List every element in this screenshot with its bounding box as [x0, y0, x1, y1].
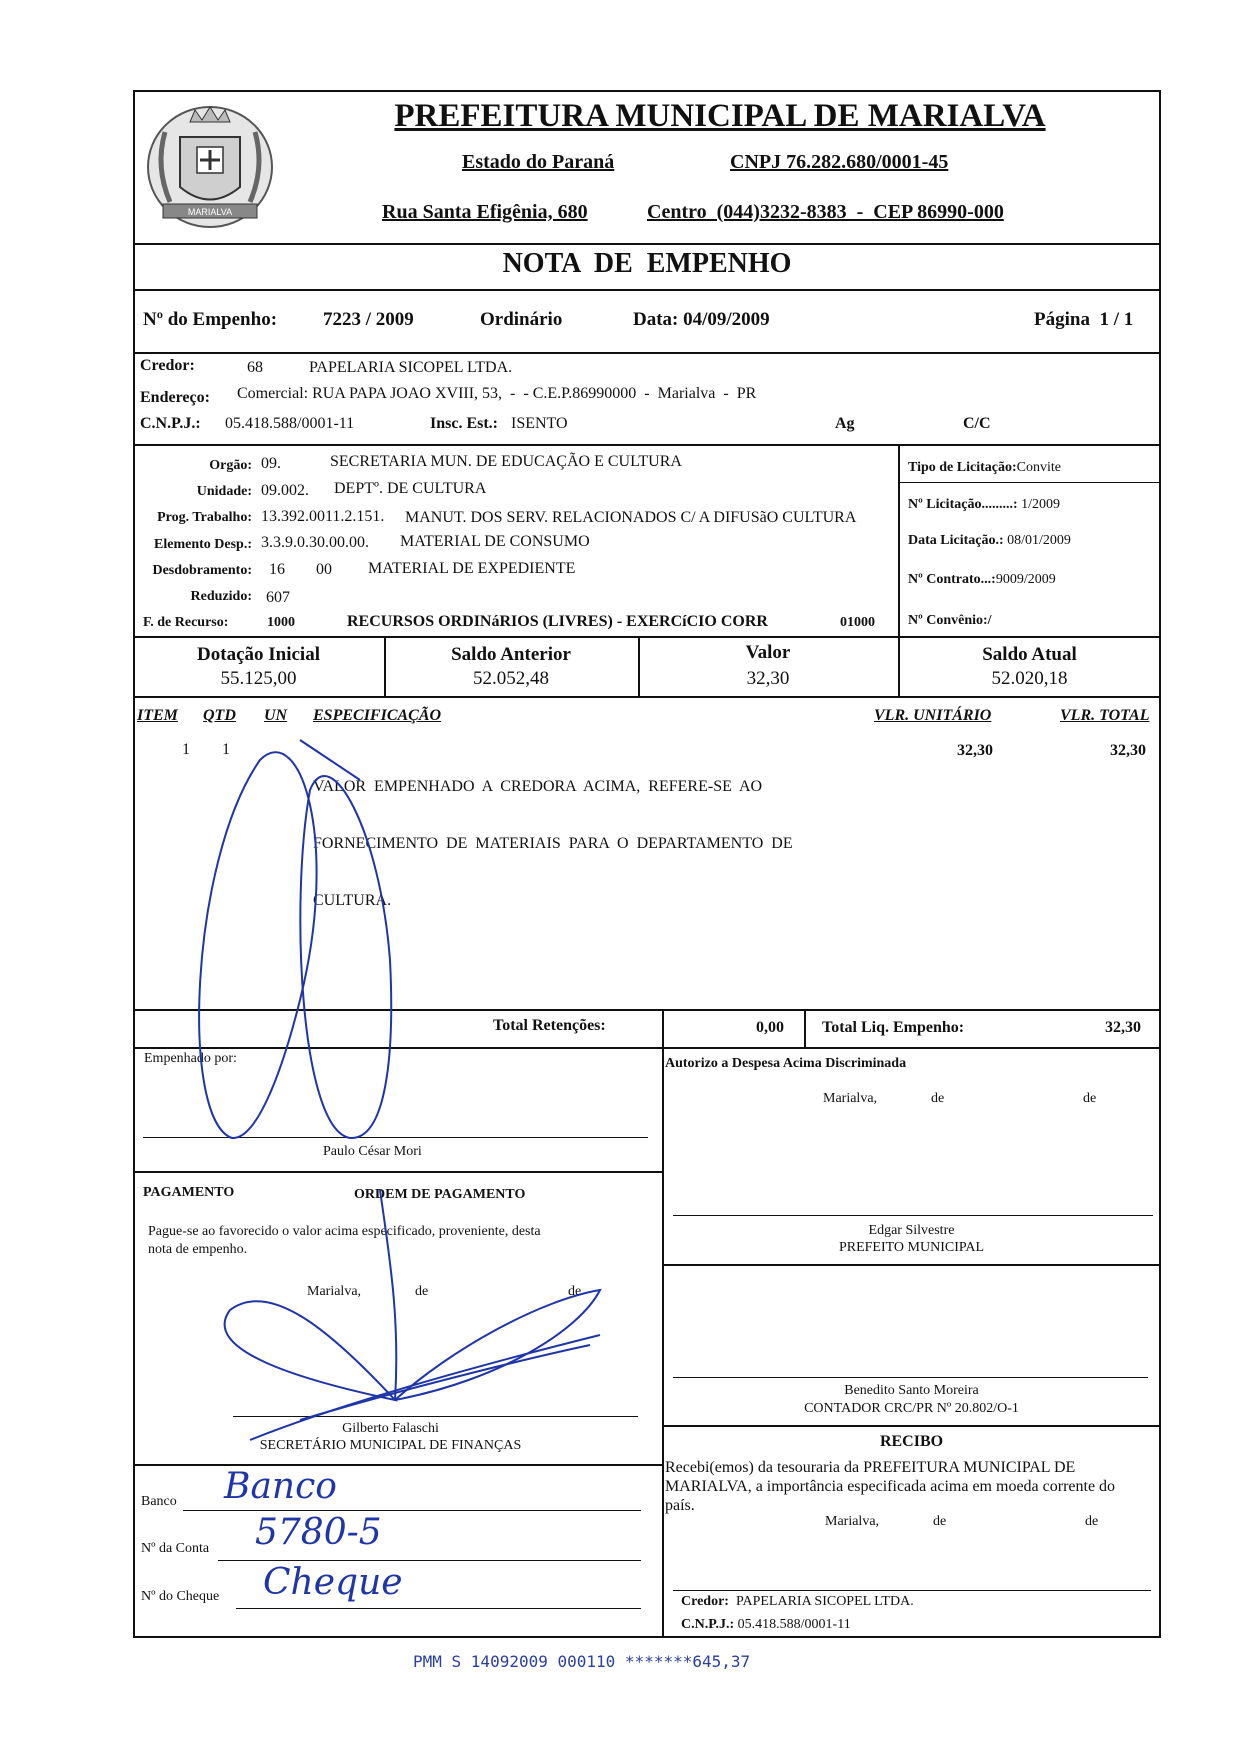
cnpj-label: C.N.P.J.:	[140, 415, 201, 432]
fonte-code: 1000	[267, 615, 295, 630]
column-header-especificacao: ESPECIFICAÇÃO	[313, 707, 442, 724]
item-unit-value: 32,30	[957, 742, 993, 759]
saldo-atual-value: 52.020,18	[991, 668, 1068, 689]
prog-code: 13.392.0011.2.151.	[261, 508, 385, 525]
desdobramento-code: 16	[269, 561, 285, 578]
bank-stamp: PMM S 14092009 000110 *******645,37	[413, 1652, 751, 1671]
banco-handwritten: Banco	[224, 1466, 337, 1507]
retencoes-value: 0,00	[756, 1019, 784, 1036]
column-header-qtd: QTD	[203, 707, 236, 724]
prog-label: Prog. Trabalho:	[157, 510, 252, 525]
cheque-line	[236, 1608, 641, 1609]
unidade-label: Unidade:	[196, 484, 252, 499]
divider	[898, 482, 1161, 483]
header-address-street: Rua Santa Efigênia, 680	[382, 201, 588, 223]
dotacao-value: 55.125,00	[220, 668, 297, 689]
svg-text:MARIALVA: MARIALVA	[187, 207, 233, 217]
empenhado-name: Paulo César Mori	[323, 1144, 422, 1159]
orgao-label: Orgão:	[209, 458, 252, 473]
desdobramento-label: Desdobramento:	[152, 563, 252, 578]
empenho-type: Ordinário	[480, 309, 563, 330]
data-licitacao: Data Licitação.: 08/01/2009	[908, 533, 1071, 548]
divider-vertical	[898, 444, 900, 636]
cc-label: C/C	[963, 415, 991, 432]
prefeito-role: PREFEITO MUNICIPAL	[838, 1240, 985, 1255]
numero-convenio: Nº Convênio:/	[908, 613, 992, 628]
recibo-de-1: de	[933, 1514, 947, 1529]
empenho-number: 7223 / 2009	[323, 309, 414, 330]
pagamento-text: Pague-se ao favorecido o valor acima especificado, proveniente, desta nota de empenho.	[148, 1224, 541, 1257]
signature-line	[233, 1416, 638, 1417]
elemento-name: MATERIAL DE CONSUMO	[400, 533, 590, 550]
ordem-pagamento: ORDEM DE PAGAMENTO	[354, 1187, 526, 1202]
divider	[133, 444, 1161, 446]
column-header-vlr-total: VLR. TOTAL	[1060, 707, 1150, 724]
ag-label: Ag	[835, 415, 855, 432]
autorizo-de-1: de	[931, 1091, 945, 1106]
divider-vertical	[662, 1009, 664, 1047]
saldo-anterior-value: 52.052,48	[473, 668, 549, 689]
column-header-un: UN	[264, 707, 288, 724]
header-title: PREFEITURA MUNICIPAL DE MARIALVA	[394, 98, 1046, 134]
empenho-date: Data: 04/09/2009	[633, 309, 770, 330]
orgao-code: 09.	[261, 455, 281, 472]
recibo-cnpj: C.N.P.J.: 05.418.588/0001-11	[681, 1617, 851, 1632]
recibo-title: RECIBO	[879, 1433, 944, 1450]
divider	[662, 1425, 1161, 1427]
item-qtd: 1	[222, 741, 230, 758]
recibo-credor: Credor: PAPELARIA SICOPEL LTDA.	[681, 1594, 914, 1609]
divider	[133, 1171, 662, 1173]
column-header-vlr-unitario: VLR. UNITÁRIO	[874, 707, 992, 724]
item-total-value: 32,30	[1110, 742, 1146, 759]
divider	[133, 352, 1161, 354]
divider	[133, 243, 1161, 245]
reduzido-value: 607	[266, 589, 290, 606]
prog-name: MANUT. DOS SERV. RELACIONADOS C/ A DIFUSãO CULTURA	[405, 509, 857, 526]
saldo-atual-label: Saldo Atual	[982, 644, 1077, 665]
secretario-name: Gilberto Falaschi	[342, 1421, 439, 1436]
retencoes-label: Total Retenções:	[493, 1017, 606, 1034]
empenho-page: Página 1 / 1	[1034, 309, 1134, 330]
valor-value: 32,30	[746, 668, 790, 689]
header-state: Estado do Paraná	[462, 151, 615, 173]
municipal-seal	[135, 92, 285, 242]
unidade-code: 09.002.	[261, 482, 309, 499]
banco-label: Banco	[141, 1494, 177, 1509]
banco-line	[183, 1510, 641, 1511]
credor-name: PAPELARIA SICOPEL LTDA.	[309, 359, 513, 376]
signature-line	[673, 1590, 1151, 1591]
saldo-anterior-label: Saldo Anterior	[451, 644, 571, 665]
unidade-name: DEPTº. DE CULTURA	[334, 480, 487, 497]
item-specification: VALOR EMPENHADO A CREDORA ACIMA, REFERE-SE AO FORNECIMENTO DE MATERIAIS PARA O DEPARTAMENTO DE CULTURA.	[313, 778, 793, 909]
cheque-label: Nº do Cheque	[141, 1589, 220, 1604]
fonte-sub: 01000	[840, 615, 875, 630]
pagamento-label: PAGAMENTO	[143, 1185, 235, 1200]
reduzido-label: Reduzido:	[190, 589, 252, 604]
column-header-item: ITEM	[137, 707, 178, 724]
autorizo-title: Autorizo a Despesa Acima Discriminada	[665, 1056, 907, 1071]
conta-label: Nº da Conta	[141, 1541, 210, 1556]
fonte-name: RECURSOS ORDINáRIOS (LIVRES) - EXERCíCIO CORR	[347, 613, 768, 630]
empenhado-label: Empenhado por:	[144, 1051, 237, 1066]
valor-label: Valor	[745, 642, 791, 663]
address-label: Endereço:	[140, 389, 210, 406]
doc-title: NOTA DE EMPENHO	[502, 248, 792, 279]
autorizo-de-2: de	[1083, 1091, 1097, 1106]
signature-line	[673, 1215, 1153, 1216]
recibo-text: Recebi(emos) da tesouraria da PREFEITURA MUNICIPAL DE MARIALVA, a importância especificada acima em moeda corrente do país.	[665, 1459, 1116, 1514]
credor-address: Comercial: RUA PAPA JOAO XVIII, 53, - - C.E.P.86990000 - Marialva - PR	[237, 385, 757, 402]
recibo-city: Marialva,	[825, 1514, 880, 1529]
autorizo-city: Marialva,	[823, 1091, 878, 1106]
divider	[133, 1009, 1161, 1011]
contador-role: CONTADOR CRC/PR Nº 20.802/O-1	[804, 1401, 1019, 1416]
divider	[133, 636, 1161, 638]
credor-insc: ISENTO	[511, 415, 568, 432]
item-number: 1	[182, 741, 190, 758]
numero-licitacao: Nº Licitação.........: 1/2009	[908, 497, 1060, 512]
conta-line	[218, 1560, 641, 1561]
signature-line	[673, 1377, 1148, 1378]
coat-of-arms-icon	[135, 92, 285, 242]
liq-empenho-label: Total Liq. Empenho:	[822, 1019, 965, 1036]
credor-label: Credor:	[140, 357, 195, 374]
elemento-label: Elemento Desp.:	[154, 537, 252, 552]
cheque-handwritten: Cheque	[263, 1562, 403, 1603]
credor-cnpj: 05.418.588/0001-11	[225, 415, 355, 432]
divider	[133, 1047, 1161, 1049]
numero-contrato: Nº Contrato...:9009/2009	[908, 572, 1056, 587]
divider	[662, 1264, 1161, 1266]
contador-name: Benedito Santo Moreira	[844, 1383, 979, 1398]
divider-vertical	[662, 1047, 664, 1638]
insc-label: Insc. Est.:	[430, 415, 499, 432]
desdobramento-name: MATERIAL DE EXPEDIENTE	[368, 560, 576, 577]
fonte-label: F. de Recurso:	[143, 615, 229, 630]
tipo-licitacao: Tipo de Licitação:Convite	[908, 460, 1061, 475]
divider	[133, 1464, 662, 1466]
liq-empenho-value: 32,30	[1105, 1019, 1141, 1036]
secretario-role: SECRETÁRIO MUNICIPAL DE FINANÇAS	[259, 1438, 522, 1453]
orgao-name: SECRETARIA MUN. DE EDUCAÇÃO E CULTURA	[330, 453, 682, 470]
credor-code: 68	[247, 359, 263, 376]
pagamento-de-2: de	[568, 1284, 582, 1299]
divider	[133, 696, 1161, 698]
recibo-de-2: de	[1085, 1514, 1099, 1529]
pagamento-de-1: de	[415, 1284, 429, 1299]
signature-line	[143, 1137, 648, 1138]
pagamento-city: Marialva,	[307, 1284, 362, 1299]
dotacao-label: Dotação Inicial	[197, 644, 320, 665]
header-address-rest: Centro (044)3232-8383 - CEP 86990-000	[647, 201, 1004, 223]
divider	[133, 289, 1161, 291]
header-cnpj: CNPJ 76.282.680/0001-45	[730, 151, 949, 173]
empenho-label: Nº do Empenho:	[143, 309, 278, 330]
prefeito-name: Edgar Silvestre	[868, 1223, 955, 1238]
desdobramento-sub: 00	[316, 561, 332, 578]
elemento-code: 3.3.9.0.30.00.00.	[261, 534, 369, 551]
divider-vertical	[804, 1009, 806, 1047]
conta-handwritten: 5780-5	[255, 1512, 382, 1553]
